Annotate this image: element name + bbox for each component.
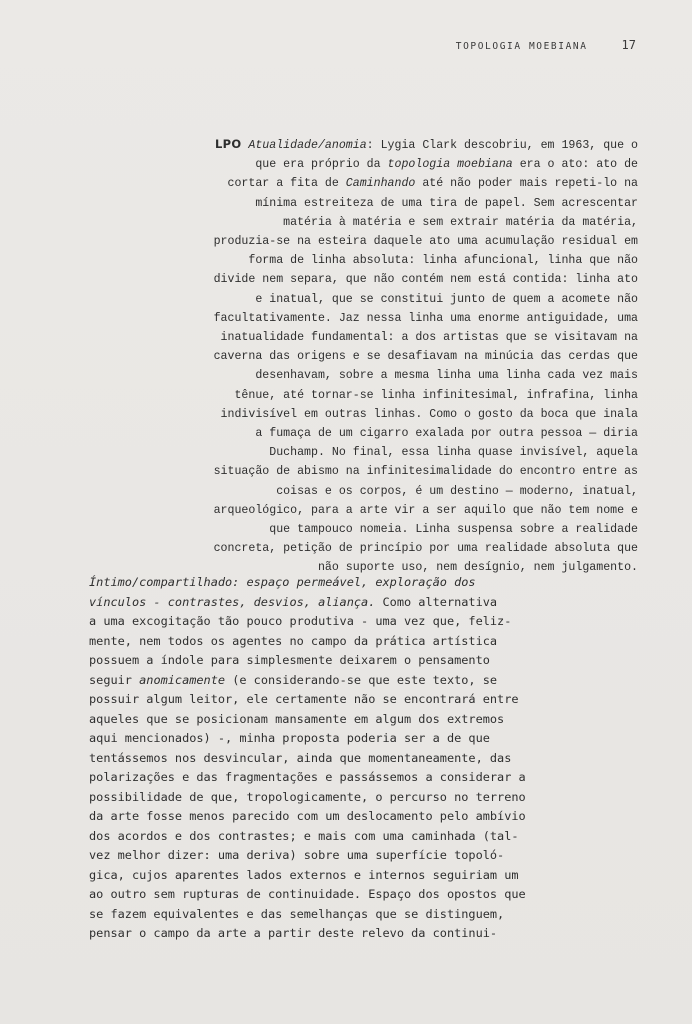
lpo-tag: LPO <box>214 137 242 151</box>
page-number: 17 <box>621 38 636 52</box>
body-line <box>89 807 559 827</box>
lpo-line <box>172 251 638 270</box>
text-segment: até não poder mais repeti-lo na <box>415 177 638 191</box>
text-segment: da arte fosse menos parecido com um deslocamento pelo ambívio <box>89 809 526 823</box>
text-segment: matéria à matéria e sem extrair matéria da matéria, <box>283 215 638 229</box>
lpo-line <box>172 386 638 405</box>
lpo-line <box>172 520 638 539</box>
text-segment: mente, nem todos os agentes no campo da prática artística <box>89 633 498 648</box>
text-segment: que era próprio da <box>255 158 388 172</box>
body-line <box>89 690 559 710</box>
text-segment: divide nem separa, que não contém nem está contida: linha ato <box>213 273 638 287</box>
text-segment: possibilidade de que, tropologicamente, o percurso no terreno <box>89 789 526 804</box>
text-segment: a uma excogitação tão pouco produtiva - uma vez que, feliz- <box>89 614 512 628</box>
body-line <box>89 651 559 671</box>
lpo-line <box>172 328 638 347</box>
text-segment: (e considerando-se que este texto, se <box>225 672 498 687</box>
text-segment: Como alternativa <box>375 594 498 609</box>
text-segment: desenhavam, sobre a mesma linha uma linha cada vez mais <box>255 369 638 383</box>
lpo-line <box>172 539 638 558</box>
text-segment: e inatual, que se constitui junto de quem a acomete não <box>255 292 638 306</box>
body-line <box>89 632 559 652</box>
text-segment: possuem a índole para simplesmente deixarem o pensamento <box>89 653 490 667</box>
lpo-line <box>172 309 638 328</box>
body-line <box>89 710 559 730</box>
body-line <box>89 729 559 749</box>
text-segment: cortar a fita de <box>227 177 346 191</box>
text-segment: : Lygia Clark descobriu, em 1963, que o <box>366 139 638 152</box>
text-segment: tentássemos nos desvincular, ainda que momentaneamente, das <box>89 750 512 765</box>
body-line <box>89 768 559 788</box>
text-segment: aqueles que se posicionam mansamente em algum dos extremos <box>89 711 505 726</box>
text-segment: produzia-se na esteira daquele ato uma acumulação residual em <box>213 235 638 249</box>
lpo-line <box>172 462 638 481</box>
italic-text: anomicamente <box>139 672 226 687</box>
body-line <box>89 593 559 613</box>
body-line <box>89 788 559 808</box>
lpo-line <box>172 135 638 155</box>
text-segment: vez melhor dizer: uma deriva) sobre uma superfície topoló- <box>89 848 505 862</box>
lpo-line <box>172 213 638 232</box>
body-line <box>89 924 559 944</box>
body-line <box>89 846 559 866</box>
lpo-line <box>172 405 638 424</box>
lpo-line <box>172 347 638 366</box>
body-line <box>89 885 559 905</box>
text-segment: forma de linha absoluta: linha afuncional, linha que não <box>248 254 638 268</box>
lpo-line <box>172 443 638 462</box>
text-segment: polarizações e das fragmentações e passássemos a considerar a <box>89 770 526 784</box>
text-segment: mínima estreiteza de uma tira de papel. Sem acrescentar <box>255 196 638 210</box>
text-segment: gica, cujos aparentes lados externos e internos seguiriam um <box>89 867 519 882</box>
body-line <box>89 905 559 925</box>
lpo-line <box>172 232 638 251</box>
lpo-line <box>172 424 638 443</box>
text-segment: se fazem equivalentes e das semelhanças que se distinguem, <box>89 906 505 921</box>
body-line <box>89 612 559 632</box>
lpo-line <box>172 270 638 289</box>
text-segment: indivisível em outras linhas. Como o gosto da boca que inala <box>220 407 638 421</box>
main-paragraph <box>89 573 559 944</box>
text-segment: não suporte uso, nem desígnio, nem julgamento. <box>317 561 638 575</box>
text-segment: aqui mencionados) -, minha proposta poderia ser a de que <box>89 731 490 745</box>
lpo-paragraph <box>172 135 638 578</box>
body-line <box>89 573 559 593</box>
italic-text: Íntimo/compartilhado: espaço permeável, exploração dos <box>89 575 476 589</box>
lpo-line <box>172 290 638 309</box>
text-segment: dos acordos e dos contrastes; e mais com uma caminhada (tal- <box>89 828 519 843</box>
text-segment: a fumaça de um cigarro exalada por outra pessoa — diria <box>255 427 638 441</box>
text-segment: que tampouco nomeia. Linha suspensa sobre a realidade <box>269 523 638 537</box>
text-segment: arqueológico, para a arte vir a ser aquilo que não tem nome e <box>213 503 638 517</box>
lpo-line <box>172 501 638 520</box>
text-segment: seguir <box>89 672 140 687</box>
text-segment: Duchamp. No final, essa linha quase invisível, aquela <box>269 446 638 460</box>
body-line <box>89 749 559 769</box>
text-segment: caverna das origens e se desafiavam na minúcia das cerdas que <box>213 350 638 364</box>
lpo-line <box>172 155 638 174</box>
italic-text: topologia moebiana <box>387 158 513 172</box>
text-segment: ao outro sem rupturas de continuidade. Espaço dos opostos que <box>89 887 526 901</box>
text-segment: tênue, até tornar-se linha infinitesimal, infrafina, linha <box>234 388 638 402</box>
body-line <box>89 671 559 691</box>
italic-text: vínculos - contrastes, desvios, aliança. <box>89 594 376 609</box>
italic-text: Caminhando <box>345 177 416 191</box>
text-segment: coisas e os corpos, é um destino — moderno, inatual, <box>276 484 638 498</box>
lpo-line <box>172 194 638 213</box>
text-segment: pensar o campo da arte a partir deste relevo da continui- <box>89 926 498 940</box>
text-segment: facultativamente. Jaz nessa linha uma enorme antiguidade, uma <box>213 311 638 325</box>
lpo-line <box>172 174 638 193</box>
text-segment: concreta, petição de princípio por uma realidade absoluta que <box>213 542 638 556</box>
running-head-title: TOPOLOGIA MOEBIANA <box>455 41 588 52</box>
italic-text: Atualidade/anomia <box>248 139 367 152</box>
text-segment: era o ato: ato de <box>512 158 638 172</box>
body-line <box>89 866 559 886</box>
running-head <box>380 38 636 52</box>
lpo-line <box>172 482 638 501</box>
body-line <box>89 827 559 847</box>
lpo-line <box>172 366 638 385</box>
text-segment: inatualidade fundamental: a dos artistas que se visitavam na <box>220 331 638 345</box>
text-segment: possuir algum leitor, ele certamente não se encontrará entre <box>89 692 519 706</box>
text-segment: situação de abismo na infinitesimalidade do encontro entre as <box>213 465 638 479</box>
